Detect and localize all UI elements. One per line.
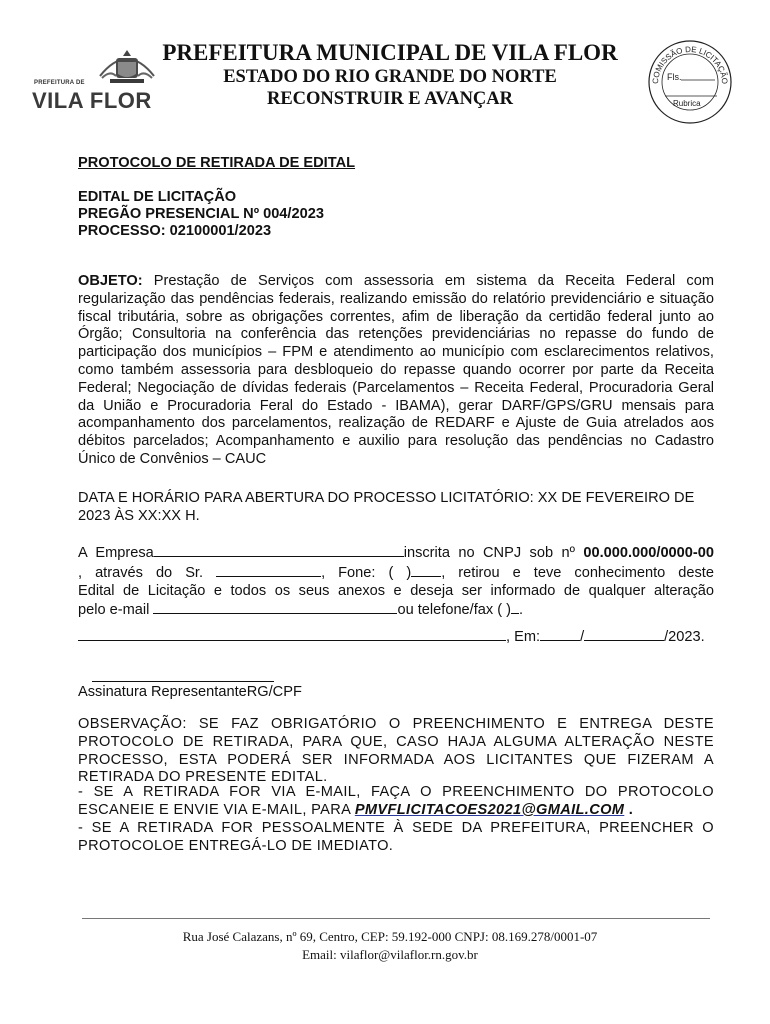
- representante-label: , através do Sr.: [78, 564, 204, 581]
- date-line: [78, 627, 714, 647]
- observacao-paragraph: OBSERVAÇÃO: SE FAZ OBRIGATÓRIO O PREENCHIMENTO E ENTREGA DESTE PROTOCOLO DE RETIRADA, PARA QUE, CASO HAJA ALGUMA ALTERAÇÃO NESTE PROCESSO, ESTA PODERÁ SER INFORMADA AOS LICITANTES QUE FIZERAM A RETIRADA DO PRESENTE EDITAL.: [78, 716, 714, 786]
- edital-line-1: EDITAL DE LICITAÇÃO: [78, 189, 237, 205]
- licitacao-stamp-icon: [647, 38, 733, 124]
- em-label: , Em:: [506, 629, 541, 645]
- contact-email-link[interactable]: PMVFLICITACOES2021@GMAIL.COM: [354, 801, 625, 818]
- objeto-paragraph: [78, 273, 714, 469]
- stamp-fls: Fls.: [667, 72, 682, 82]
- footer-address: Rua José Calazans, nº 69, Centro, CEP: 59.192-000 CNPJ: 08.169.278/0001-07: [182, 929, 598, 944]
- observacao-item-1: - SE A RETIRADA FOR VIA E-MAIL, FAÇA O PREENCHIMENTO DO PROTOCOLO ESCANEIE E ENVIE VIA E-MAIL, PARA: [78, 784, 714, 818]
- telefone-label: ou telefone/fax ( ): [397, 602, 512, 619]
- date-slash: /: [580, 629, 585, 645]
- observacao-item-2: - SE A RETIRADA FOR PESSOALMENTE À SEDE DA PREFEITURA, PREENCHER O PROTOCOLOE ENTREGÁ-LO DE IMEDIATO.: [78, 820, 714, 854]
- observacao-item-email: [78, 784, 714, 820]
- fone-label: , Fone: (: [321, 564, 394, 581]
- page-motto: RECONSTRUIR E AVANÇAR: [266, 89, 514, 109]
- empresa-line-1: [78, 543, 714, 563]
- period: .: [519, 602, 524, 619]
- fone-paren: ): [406, 564, 412, 581]
- empresa-line-2: [78, 563, 714, 583]
- email-field[interactable]: [153, 600, 397, 614]
- year-text: /2023.: [664, 629, 705, 645]
- day-field[interactable]: [540, 627, 580, 641]
- empresa-form: [78, 543, 714, 620]
- edital-line-2: PREGÃO PRESENCIAL Nº 004/2023: [78, 206, 324, 222]
- month-field[interactable]: [584, 627, 664, 641]
- objeto-label: OBJETO:: [78, 273, 143, 289]
- footer-email: Email: vilaflor@vilaflor.rn.gov.br: [302, 947, 478, 962]
- page-subtitle: ESTADO DO RIO GRANDE DO NORTE: [223, 67, 557, 87]
- protocol-title: PROTOCOLO DE RETIRADA DE EDITAL: [78, 155, 356, 171]
- objeto-text: Prestação de Serviços com assessoria em sistema da Receita Federal com regularização das pendências federais, realizando emissão do relatório previdenciário e situação fiscal tributária, sobre as obrigações correntes, afim de liberação da certidão federal junto ao Órgão; Consultoria na conferência das retenções previdenciárias no repasse do fundo de participação dos municípios – FPM e atendimento ao município com esclarecimentos relativos, como também assessoria para desbloqueio do repasse quando ocorrer por parte da Receita Federal; Negociação de dívidas federais (Parcelamentos – Receita Federal, Procuradoria Geral da União e Procuradoria Feral do Estado - IBAMA), gerar DARF/GPS/GRU mensais para acompanhamento dos parcelamentos, realização de REDARF e Ajuste de Guia atrelados aos débitos parcelados; Acompanhamento e auxilio para resolução das pendências no Cadastro Único de Convênios – CAUC: [78, 273, 714, 467]
- footer-divider: [82, 918, 710, 919]
- cnpj-value: 00.000.000/0000-00: [583, 545, 714, 561]
- signature-label: Assinatura RepresentanteRG/CPF: [78, 684, 302, 700]
- email-label: pelo e-mail: [78, 602, 150, 619]
- logo-text: VILA FLOR: [32, 88, 152, 113]
- telefone-field[interactable]: [511, 600, 519, 614]
- edital-line-3: PROCESSO: 02100001/2023: [78, 223, 272, 239]
- empresa-line-4: [78, 600, 714, 620]
- empresa-label: A Empresa: [78, 545, 154, 561]
- fone-field[interactable]: [411, 563, 441, 577]
- local-field[interactable]: [78, 627, 506, 641]
- retirada-text: , retirou e teve conhecimento deste: [441, 564, 714, 581]
- cnpj-label: inscrita no CNPJ sob nº: [403, 545, 575, 561]
- stamp-rubrica: Rubrica: [673, 99, 701, 108]
- representante-field[interactable]: [216, 563, 321, 577]
- signature-line[interactable]: [92, 681, 274, 682]
- observacao-item-1-end: .: [624, 801, 634, 818]
- stamp-arc-text: COMISSÃO DE LICITAÇÃO: [650, 44, 730, 85]
- empresa-name-field[interactable]: [154, 543, 404, 557]
- page-title: PREFEITURA MUNICIPAL DE VILA FLOR: [162, 40, 618, 65]
- abertura-text: DATA E HORÁRIO PARA ABERTURA DO PROCESSO LICITATÓRIO: XX DE FEVEREIRO DE 2023 ÀS XX:XX H.: [78, 490, 695, 524]
- logo-small-text: PREFEITURA DE: [34, 80, 85, 86]
- empresa-line-3: Edital de Licitação e todos os seus anexos e deseja ser informado de qualquer alteração: [78, 582, 714, 599]
